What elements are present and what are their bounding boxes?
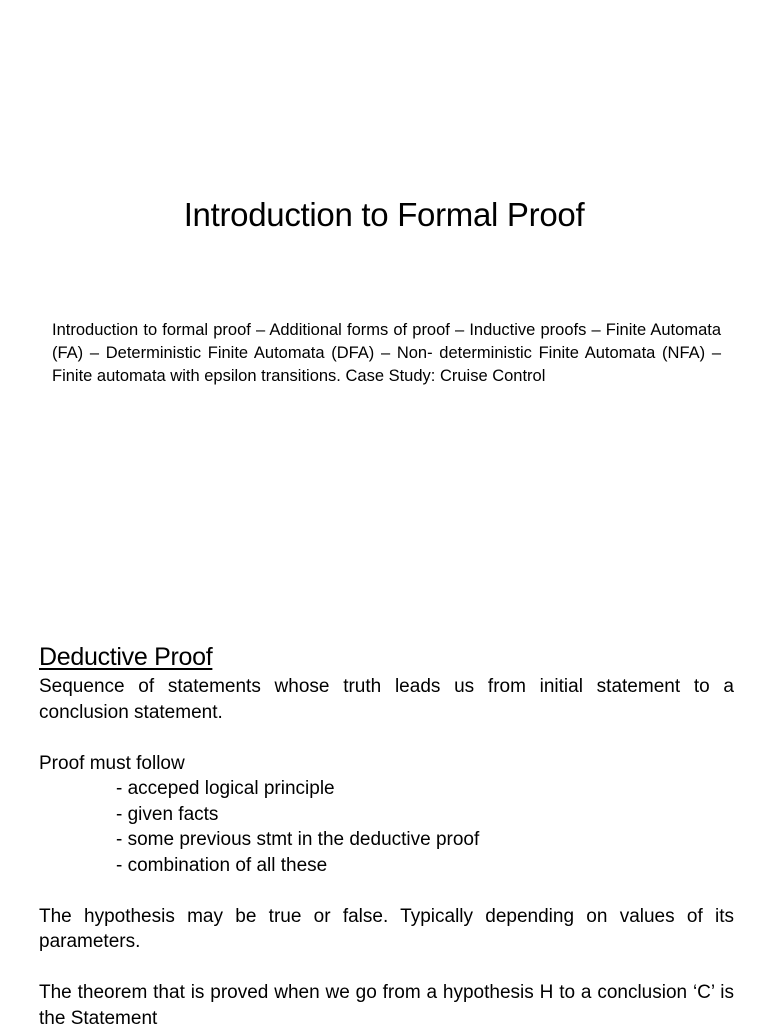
intro-paragraph: Sequence of statements whose truth leads us from initial statement to a conclusion statement. — [39, 676, 734, 723]
syllabus-text: Introduction to formal proof – Additional forms of proof – Inductive proofs – Finite Automata (FA) – Deterministic Finite Automata (DFA) – Non- deterministic Finite Automata (NFA) – Finite automata with epsilon transitions. Case Study: Cruise Control — [52, 321, 721, 385]
deductive-proof-section — [39, 640, 734, 1031]
bullet-item: - acceped logical principle — [116, 778, 335, 799]
follow-label: Proof must follow — [39, 752, 185, 774]
spacer — [39, 955, 734, 981]
theorem-paragraph: The theorem that is proved when we go from a hypothesis H to a conclusion ‘C’ is the Statement — [39, 982, 734, 1029]
spacer — [39, 878, 734, 904]
page-title: Introduction to Formal Proof — [183, 196, 585, 233]
section-heading: Deductive Proof — [39, 643, 213, 671]
hypothesis-paragraph: The hypothesis may be true or false. Typically depending on values of its parameters. — [39, 905, 734, 952]
spacer — [39, 725, 734, 751]
bullet-item: - given facts — [116, 803, 219, 825]
bullet-item: - some previous stmt in the deductive proof — [116, 829, 480, 850]
bullet-item: - combination of all these — [116, 854, 328, 876]
